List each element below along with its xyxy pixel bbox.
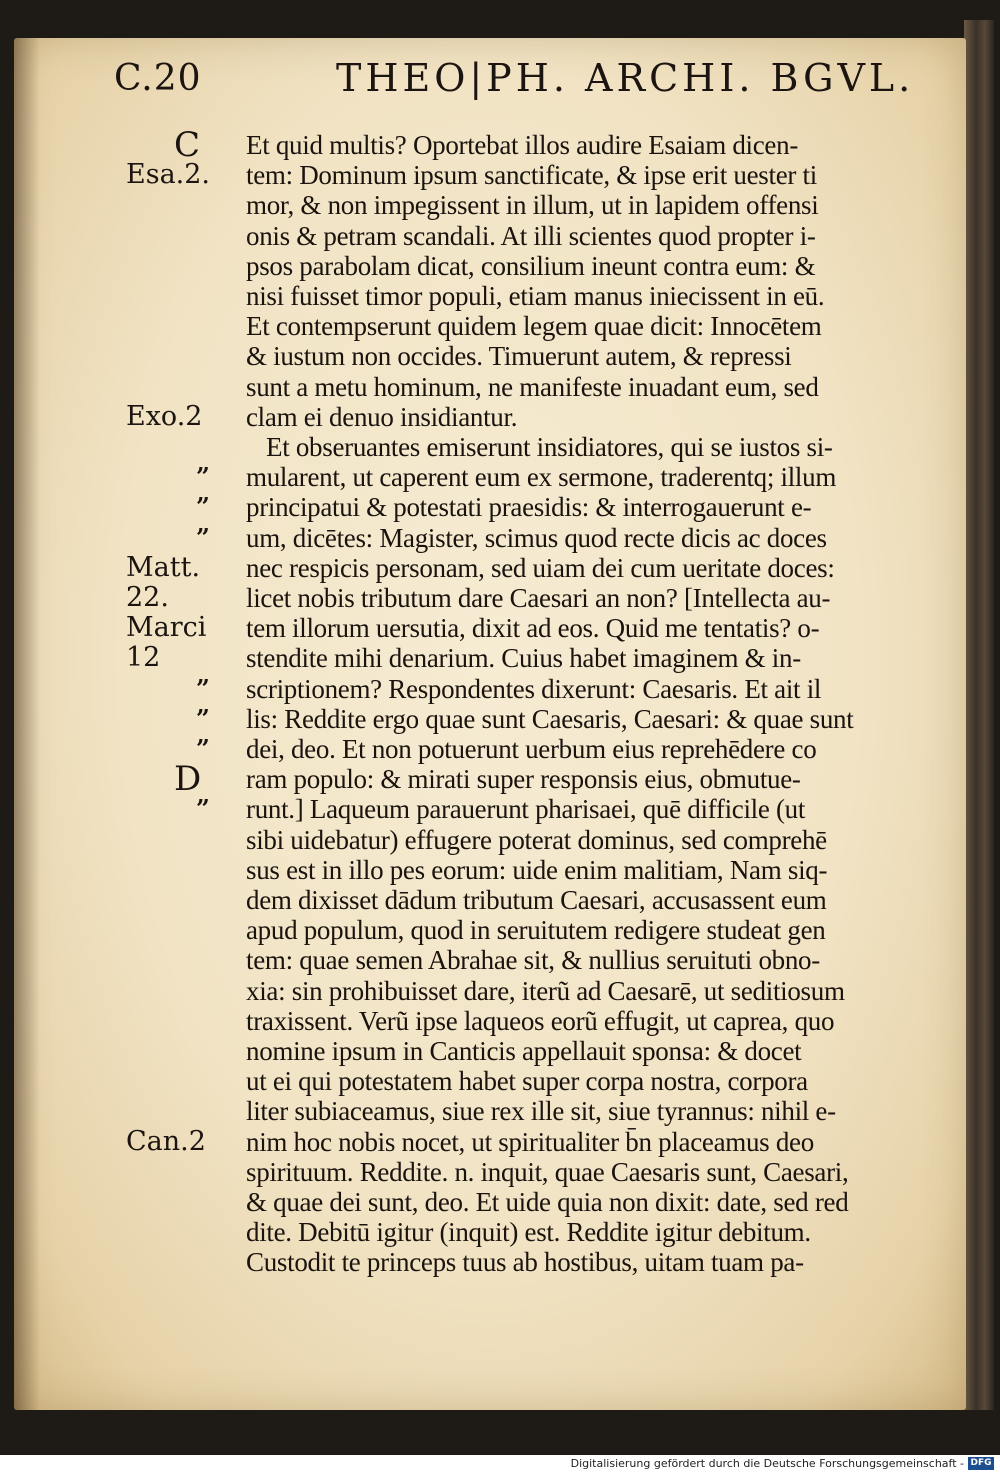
text-line: sunt a metu hominum, ne manifeste inuadant eum, sed <box>246 371 819 402</box>
margin-quote-mark: ” <box>196 673 210 703</box>
text-line: scriptionem? Respondentes dixerunt: Caesaris. Et ait il <box>246 673 822 704</box>
text-line: mor, & non impegissent in illum, ut in lapidem offensi <box>246 190 819 221</box>
text-line: xia: sin prohibuisset dare, iterũ ad Caesarē, ut seditiosum <box>246 975 845 1006</box>
text-line: nec respicis personam, sed uiam dei cum ueritate doces: <box>246 552 835 583</box>
margin-note: 22. <box>126 582 169 613</box>
margin-note: Exo.2 <box>126 400 203 432</box>
text-line: & quae dei sunt, deo. Et uide quia non dixit: date, sed red <box>246 1187 849 1217</box>
margin-note: Esa.2. <box>126 159 211 191</box>
page-signature: C.20 <box>114 58 202 99</box>
text-line: clam ei denuo insidiantur. <box>246 401 518 432</box>
text-line: tem illorum uersutia, dixit ad eos. Quid me tentatis? o- <box>246 613 820 644</box>
text-line: runt.] Laqueum parauerunt pharisaei, quē difficile (ut <box>246 794 806 825</box>
margin-note: D <box>174 759 202 800</box>
margin-note: C <box>174 125 201 165</box>
text-line: liter subiaceamus, siue rex ille sit, siue tyrannus: nihil e- <box>246 1096 836 1127</box>
margin-quote-mark: ” <box>196 794 210 824</box>
text-line: um, dicētes: Magister, scimus quod recte dicis ac doces <box>246 522 827 553</box>
text-line: apud populum, quod in seruitutem redigere studeat gen <box>246 915 826 946</box>
text-line: dite. Debitū igitur (inquit) est. Reddite igitur debitum. <box>246 1217 811 1248</box>
text-line: dei, deo. Et non potuerunt uerbum eius reprehēdere co <box>246 734 817 764</box>
dfg-logo: DFG <box>968 1457 994 1470</box>
text-line: Custodit te princeps tuus ab hostibus, uitam tuam pa- <box>246 1247 804 1278</box>
text-line: lis: Reddite ergo quae sunt Caesaris, Caesari: & quae sunt <box>246 703 854 734</box>
text-line: traxissent. Verũ ipse laqueos eorũ effugit, ut caprea, quo <box>246 1005 835 1036</box>
margin-quote-mark: ” <box>196 462 210 492</box>
text-line: nisi fuisset timor populi, etiam manus iniecissent in eū. <box>246 281 825 311</box>
margin-note: Can.2 <box>126 1125 206 1157</box>
text-line: ut ei qui potestatem habet super corpa nostra, corpora <box>246 1066 808 1097</box>
margin-quote-mark: ” <box>196 522 210 552</box>
text-line: tem: quae semen Abrahae sit, & nullius seruituti obno- <box>246 945 820 976</box>
text-line: licet nobis tributum dare Caesari an non? [Intellecta au- <box>246 583 831 613</box>
text-line: dem dixisset dādum tributum Caesari, accusassent eum <box>246 885 827 915</box>
text-line: Et obseruantes emiserunt insidiatores, qui se iustos si- <box>266 432 833 462</box>
text-line: Et contempserunt quidem legem quae dicit: Innocētem <box>246 311 822 342</box>
margin-quote-mark: ” <box>196 703 210 733</box>
footer-bar <box>0 1455 1000 1474</box>
margin-note: 12 <box>126 642 161 674</box>
gutter-shadow <box>14 38 40 1410</box>
text-line: sus est in illo pes eorum: uide enim malitiam, Nam siq- <box>246 854 828 885</box>
book-page <box>14 38 966 1410</box>
text-line: & iustum non occides. Timuerunt autem, & repressi <box>246 341 792 372</box>
text-line: ram populo: & mirati super responsis eius, obmutue- <box>246 764 801 795</box>
text-line: mularent, ut caperent eum ex sermone, traderentq; illum <box>246 462 837 493</box>
margin-note: Matt. <box>126 551 201 583</box>
running-head: THEO|PH. ARCHI. BGVL. <box>336 56 915 100</box>
text-line: Et quid multis? Oportebat illos audire Esaiam dicen- <box>246 130 799 160</box>
text-line: onis & petram scandali. At illi scientes quod propter i- <box>246 220 816 251</box>
margin-note: Marci <box>126 612 207 644</box>
margin-quote-mark: ” <box>196 492 210 522</box>
text-line: tem: Dominum ipsum sanctificate, & ipse erit uester ti <box>246 160 817 191</box>
margin-quote-mark: ” <box>196 734 210 763</box>
text-line: spirituum. Reddite. n. inquit, quae Caesaris sunt, Caesari, <box>246 1156 849 1187</box>
text-line: nim hoc nobis nocet, ut spiritualiter b̄n placeamus deo <box>246 1126 814 1157</box>
text-line: sibi uidebatur) effugere poterat dominus, sed comprehē <box>246 824 827 855</box>
text-line: psos parabolam dicat, consilium ineunt contra eum: & <box>246 250 816 281</box>
text-line: principatui & potestati praesidis: & interrogauerunt e- <box>246 492 812 523</box>
footer-credit: Digitalisierung gefördert durch die Deutsche Forschungsgemeinschaft - <box>570 1457 964 1470</box>
text-line: stendite mihi denarium. Cuius habet imaginem & in- <box>246 643 801 674</box>
text-line: nomine ipsum in Canticis appellauit sponsa: & docet <box>246 1036 802 1066</box>
page-edge-stack <box>964 20 994 1410</box>
